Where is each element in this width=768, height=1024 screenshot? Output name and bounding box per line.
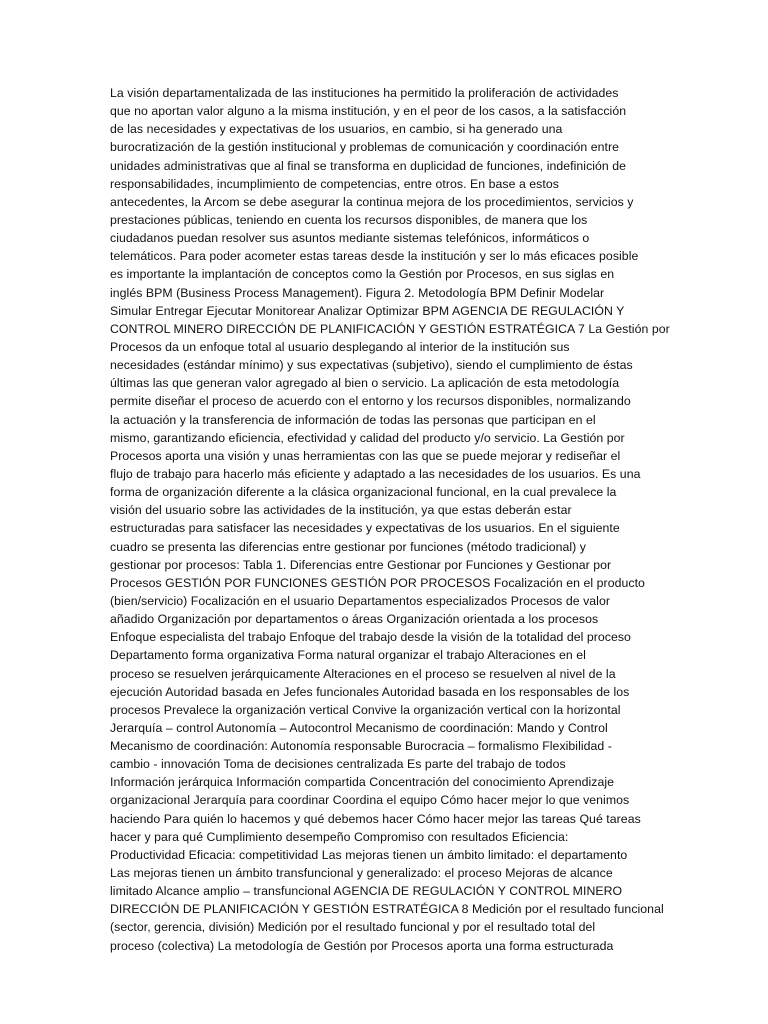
text-line: últimas las que generan valor agregado al bien o servicio. La aplicación de esta metodología xyxy=(110,376,620,391)
text-line: de las necesidades y expectativas de los usuarios, en cambio, si ha generado una xyxy=(110,122,563,137)
text-line: telemáticos. Para poder acometer estas tareas desde la institución y ser lo más eficaces posible xyxy=(110,249,639,264)
text-line: visión del usuario sobre las actividades de la institución, ya que estas deberán estar xyxy=(110,503,572,518)
text-line: permite diseñar el proceso de acuerdo con el entorno y los recursos disponibles, normalizando xyxy=(110,394,631,409)
text-line: que no aportan valor alguno a la misma institución, y en el peor de los casos, a la satisfacción xyxy=(110,104,627,119)
text-line: ciudadanos puedan resolver sus asuntos mediante sistemas telefónicos, informáticos o xyxy=(110,231,590,246)
text-line: Enfoque especialista del trabajo Enfoque del trabajo desde la visión de la totalidad del proceso xyxy=(110,630,631,645)
text-line: necesidades (estándar mínimo) y sus expectativas (subjetivo), siendo el cumplimiento de éstas xyxy=(110,358,633,373)
text-line: proceso (colectiva) La metodología de Gestión por Procesos aporta una forma estructurada xyxy=(110,938,614,953)
text-line: procesos Prevalece la organización vertical Convive la organización vertical con la horizontal xyxy=(110,702,621,717)
text-line: limitado Alcance amplio – transfuncional AGENCIA DE REGULACIÓN Y CONTROL MINERO xyxy=(110,884,623,899)
text-line: La visión departamentalizada de las instituciones ha permitido la proliferación de actividades xyxy=(110,86,619,100)
text-line: unidades administrativas que al final se transforma en duplicidad de funciones, indefinición de xyxy=(110,158,627,173)
text-line: proceso se resuelven jerárquicamente Alteraciones en el proceso se resuelven al nivel de la xyxy=(110,666,616,681)
text-line: Departamento forma organizativa Forma natural organizar el trabajo Alteraciones en el xyxy=(110,648,586,663)
text-line: haciendo Para quién lo hacemos y qué debemos hacer Cómo hacer mejor las tareas Qué tareas xyxy=(110,811,641,826)
text-line: Procesos aporta una visión y unas herramientas con las que se puede mejorar y rediseñar el xyxy=(110,448,621,463)
text-line: Información jerárquica Información compartida Concentración del conocimiento Aprendizaje xyxy=(110,775,615,790)
text-line: cuadro se presenta las diferencias entre gestionar por funciones (método tradicional) y xyxy=(110,539,586,554)
body-text xyxy=(110,84,690,955)
text-line: la actuación y la transferencia de información de todas las personas que participan en el xyxy=(110,412,596,427)
text-line: (bien/servicio) Focalización en el usuario Departamentos especializados Procesos de valor xyxy=(110,593,610,608)
text-line: Simular Entregar Ejecutar Monitorear Analizar Optimizar BPM AGENCIA DE REGULACIÓN Y xyxy=(110,303,625,318)
text-line: estructuradas para satisfacer las necesidades y expectativas de los usuarios. En el siguiente xyxy=(110,521,620,536)
text-line: responsabilidades, incumplimiento de competencias, entre otros. En base a estos xyxy=(110,176,559,191)
text-line: es importante la implantación de conceptos como la Gestión por Procesos, en sus siglas en xyxy=(110,267,615,282)
text-line: burocratización de la gestión institucional y problemas de comunicación y coordinación entre xyxy=(110,140,620,155)
text-line: añadido Organización por departamentos o áreas Organización orientada a los procesos xyxy=(110,612,599,627)
text-line: inglés BPM (Business Process Management). Figura 2. Metodología BPM Definir Modelar xyxy=(110,285,605,300)
text-line: cambio - innovación Toma de decisiones centralizada Es parte del trabajo de todos xyxy=(110,757,566,772)
text-line: hacer y para qué Cumplimiento desempeño Compromiso con resultados Eficiencia: xyxy=(110,829,569,844)
text-line: CONTROL MINERO DIRECCIÓN DE PLANIFICACIÓN Y GESTIÓN ESTRATÉGICA 7 La Gestión por xyxy=(110,321,670,336)
text-line: ejecución Autoridad basada en Jefes funcionales Autoridad basada en los responsables de los xyxy=(110,684,630,699)
text-line: prestaciones públicas, teniendo en cuenta los recursos disponibles, de manera que los xyxy=(110,212,588,227)
text-line: Mecanismo de coordinación: Autonomía responsable Burocracia – formalismo Flexibilidad - xyxy=(110,739,612,754)
text-line: Productividad Eficacia: competitividad Las mejoras tienen un ámbito limitado: el departamento xyxy=(110,847,628,862)
text-line: Procesos GESTIÓN POR FUNCIONES GESTIÓN POR PROCESOS Focalización en el producto xyxy=(110,575,645,590)
text-line: Jerarquía – control Autonomía – Autocontrol Mecanismo de coordinación: Mando y Control xyxy=(110,720,608,735)
text-line: forma de organización diferente a la clásica organizacional funcional, en la cual prevalece la xyxy=(110,485,617,500)
text-line: antecedentes, la Arcom se debe asegurar la continua mejora de los procedimientos, servicios y xyxy=(110,194,634,209)
text-line: Las mejoras tienen un ámbito transfuncional y generalizado: el proceso Mejoras de alcance xyxy=(110,866,613,881)
text-line: Procesos da un enfoque total al usuario desplegando al interior de la institución sus xyxy=(110,339,570,354)
text-line: organizacional Jerarquía para coordinar Coordina el equipo Cómo hacer mejor lo que venimos xyxy=(110,793,630,808)
text-line: gestionar por procesos: Tabla 1. Diferencias entre Gestionar por Funciones y Gestionar por xyxy=(110,557,612,572)
text-line: flujo de trabajo para hacerlo más eficiente y adaptado a las necesidades de los usuarios. Es una xyxy=(110,466,641,481)
text-line: (sector, gerencia, división) Medición por el resultado funcional y por el resultado total del xyxy=(110,920,596,935)
text-line: DIRECCIÓN DE PLANIFICACIÓN Y GESTIÓN ESTRATÉGICA 8 Medición por el resultado funcional xyxy=(110,902,664,917)
text-line: mismo, garantizando eficiencia, efectividad y calidad del producto y/o servicio. La Gestión por xyxy=(110,430,625,445)
